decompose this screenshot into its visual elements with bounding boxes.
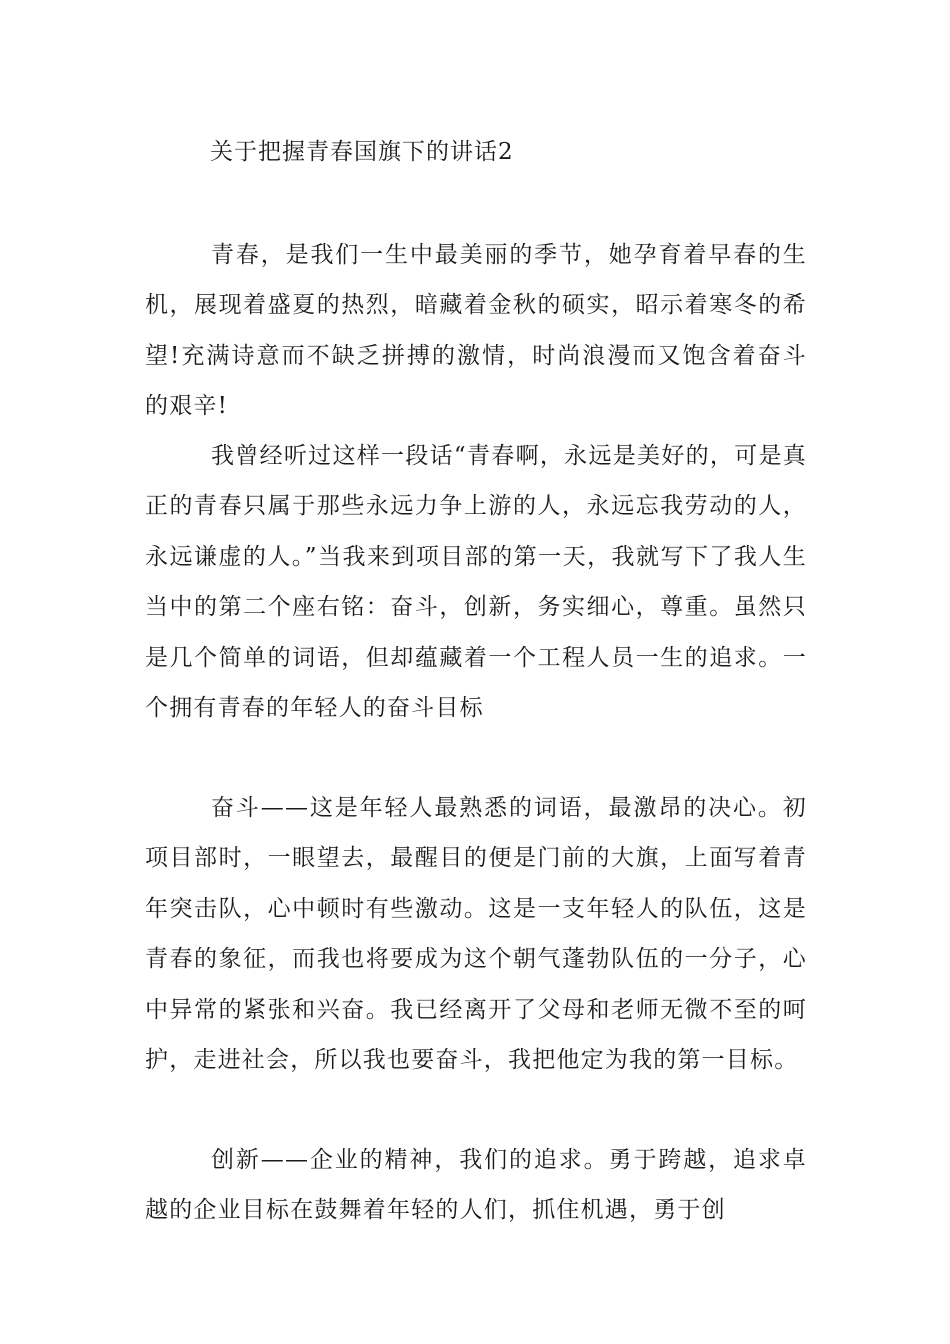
document-title: 关于把握青春国旗下的讲话2 (210, 139, 514, 165)
paragraph-struggle: 奋斗——这是年轻人最熟悉的词语，最激昂的决心。初项目部时，一眼望去，最醒目的便是门前的大旗，上面写着青年突击队，心中顿时有些激动。这是一支年轻人的队伍，这是青春的象征，而我也将要成为这个朝气蓬勃队伍的一分子，心中异常的紧张和兴奋。我已经离开了父母和老师无微不至的呵护，走进社会，所以我也要奋斗，我把他定为我的第一目标。 (145, 795, 807, 1074)
paragraph-youth-season: 青春，是我们一生中最美丽的季节，她孕育着早春的生机，展现着盛夏的热烈，暗藏着金秋的硕实，昭示着寒冬的希望!充满诗意而不缺乏拼搏的激情，时尚浪漫而又饱含着奋斗的艰辛! (145, 242, 807, 420)
paragraph-motto: 我曾经听过这样一段话“青春啊，永远是美好的，可是真正的青春只属于那些永远力争上游的人，永远忘我劳动的人，永远谦虚的人。”当我来到项目部的第一天，我就写下了我人生当中的第二个座右铭：奋斗，创新，务实细心，尊重。虽然只是几个简单的词语，但却蕴藏着一个工程人员一生的追求。一个拥有青春的年轻人的奋斗目标 (145, 443, 807, 722)
paragraph-innovation: 创新——企业的精神，我们的追求。勇于跨越，追求卓越的企业目标在鼓舞着年轻的人们，抓住机遇，勇于创 (145, 1147, 807, 1224)
